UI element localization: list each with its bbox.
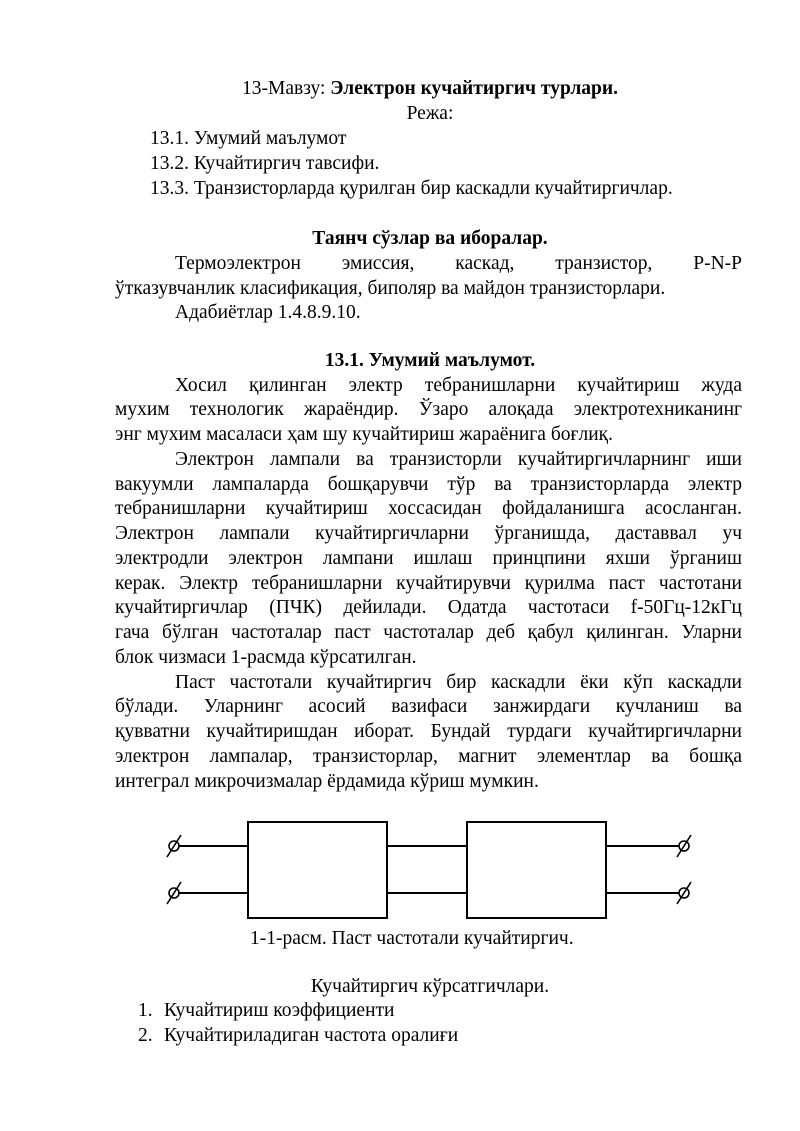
paragraph-line: керак. Электр тебранишларни кучайтирувчи қурилма паст частотани <box>115 573 742 594</box>
plan-item: 13.2. Кучайтиргич тавсифи. <box>150 153 380 174</box>
paragraph-line: блок чизмаси 1-расмда кўрсатилган. <box>115 647 417 668</box>
paragraph-line: электрон лампалар, транзисторлар, магнит элементлар ва бошқа <box>115 746 742 767</box>
keywords-heading: Таянч сўзлар ва иборалар. <box>312 228 548 249</box>
paragraph-line: бўлади. Уларнинг асосий вазифаси занжирдаги кучланиш ва <box>115 696 742 717</box>
paragraph-line: кучайтиргичлар (ПЧК) дейилади. Одатда частотаси f-50Гц-12кГц <box>115 597 742 618</box>
paragraph-line: Электрон лампали ва транзисторли кучайтиргичларнинг иши <box>175 449 742 470</box>
indicator-item <box>138 999 153 1023</box>
paragraph-line: интеграл микрочизмалар ёрдамида кўриш мумкин. <box>115 771 539 792</box>
figure-caption: 1-1-расм. Паст частотали кучайтиргич. <box>250 928 574 949</box>
keywords-line: ўтказувчанлик класификация, биполяр ва майдон транзисторлари. <box>115 278 666 299</box>
paragraph-line: қувватни кучайтиришдан иборат. Бундай турдаги кучайтиргичларни <box>115 721 742 742</box>
amplifier-stage-2-block <box>467 822 606 918</box>
indicator-number: 1. <box>138 1000 153 1021</box>
paragraph-line: вакуумли лампаларда бошқарувчи тўр ва транзисторларда электр <box>115 474 742 495</box>
paragraph-line: электродли электрон лампани ишлаш принцпини яхши ўрганиш <box>115 548 742 569</box>
indicator-item <box>138 1024 153 1048</box>
paragraph-line: Паст частотали кучайтиргич бир каскадли ёки кўп каскадли <box>175 672 742 693</box>
plan-item: 13.1. Умумий маълумот <box>150 128 347 149</box>
keywords-line: Термоэлектрон эмиссия, каскад, транзистор, P-N-P <box>175 253 742 274</box>
indicators-heading: Кучайтиргич кўрсатгичлари. <box>310 976 550 997</box>
section-heading: 13.1. Умумий маълумот. <box>324 350 536 371</box>
plan-label: Режа: <box>406 103 454 124</box>
amplifier-stage-1-block <box>248 822 387 918</box>
title-prefix: 13-Мавзу: <box>242 78 331 99</box>
title-bold: Электрон кучайтиргич турлари. <box>330 78 618 99</box>
indicator-number: 2. <box>138 1025 153 1046</box>
indicator-text: Кучайтириладиган частота оралиғи <box>164 1025 459 1046</box>
paragraph-line: энг мухим масаласи ҳам шу кучайтириш жараёнига боғлиқ. <box>115 424 614 445</box>
indicator-text: Кучайтириш коэффициенти <box>164 1000 395 1021</box>
plan-item: 13.3. Транзисторларда қурилган бир каскадли кучайтиргичлар. <box>150 178 673 199</box>
paragraph-line: Хосил қилинган электр тебранишларни кучайтириш жуда <box>175 375 742 396</box>
paragraph-line: гача бўлган частоталар паст частоталар деб қабул қилинган. Уларни <box>115 622 742 643</box>
paragraph-line: тебранишларни кучайтириш хоссасидан фойдаланишга асосланган. <box>115 498 742 519</box>
literature-line: Адабиётлар 1.4.8.9.10. <box>175 302 361 323</box>
paragraph-line: Электрон лампали кучайтиргичларни ўрганишда, даставвал уч <box>115 523 742 544</box>
paragraph-line: мухим технологик жараёндир. Ўзаро алоқада электротехниканинг <box>115 399 742 420</box>
